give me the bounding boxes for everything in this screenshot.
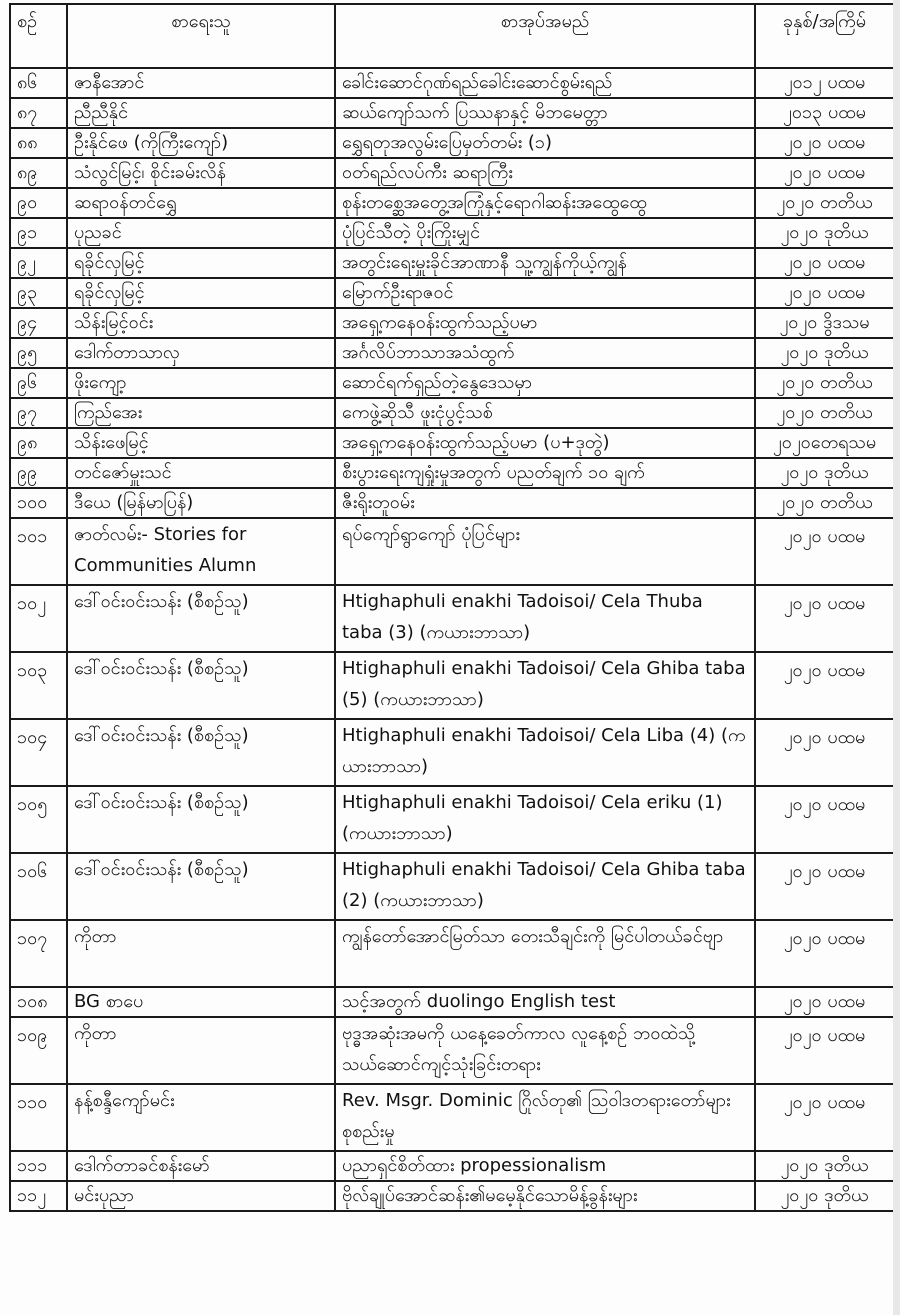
row-title: Htighaphuli enakhi Tadoisoi/ Cela eriku (1) (ကယားဘာသာ) [335,786,755,853]
row-author: ဒေါ်ဝင်းဝင်းသန်း (စီစဉ်သူ) [67,719,335,786]
row-author: ဒေါ်ဝင်းဝင်းသန်း (စီစဉ်သူ) [67,786,335,853]
row-author: နန့်စန္ဒီကျော်မင်း [67,1084,335,1151]
row-edition: ၂၀၂၀ ပထမ [755,719,894,786]
row-edition: ၂၀၂၀ ပထမ [755,652,894,719]
row-title: ကျွန်တော်အောင်မြတ်သာ တေးသီချင်းကို မြင်ပါတယ်ခင်ဗျာ [335,920,755,987]
row-author: BG စာပေ [67,987,335,1017]
row-number: ၁၀၅ [10,786,67,853]
row-number: ၁၀၀ [10,488,67,518]
row-number: ၉၈ [10,428,67,458]
row-title: ပညာရှင်စိတ်ထား propessionalism [335,1151,755,1181]
row-title: စီးပွားရေးကျရှုံးမှုအတွက် ပညတ်ချက် ၁၀ ချက် [335,458,755,488]
row-edition: ၂၀၂၀ တတိယ [755,368,894,398]
row-number: ၈၉ [10,158,67,188]
row-author: ဒေါ်ဝင်းဝင်းသန်း (စီစဉ်သူ) [67,853,335,920]
table-row [10,68,894,98]
row-author: ပုညခင် [67,218,335,248]
row-number: ၉၄ [10,308,67,338]
row-edition: ၂၀၂၀ ပထမ [755,585,894,652]
row-author: မင်းပုညာ [67,1181,335,1211]
table-row [10,158,894,188]
row-title: အတွင်းရေးမှူးခိုင်အာဏာနီ သူ့ကျွန်ကိုယ့်ကျွန် [335,248,755,278]
row-number: ၁၀၁ [10,518,67,585]
row-number: ၉၀ [10,188,67,218]
row-title: ဆောင်ရက်ရှည်တဲ့နွေဒေသမှာ [335,368,755,398]
row-title: Rev. Msgr. Dominic ဂြိုလ်တု၏ ဩဝါဒတရားတော်များ စုစည်းမှု [335,1084,755,1151]
table-row [10,1181,894,1211]
row-title: Htighaphuli enakhi Tadoisoi/ Cela Liba (4) (ကယားဘာသာ) [335,719,755,786]
row-number: ၈၆ [10,68,67,98]
row-author: သိန်းမြင့်ဝင်း [67,308,335,338]
row-author: ဇာတ်လမ်း- Stories for Communities Alumn [67,518,335,585]
table-row [10,585,894,652]
row-edition: ၂၀၂၀ ဒုတိယ [755,218,894,248]
row-title: အရှေ့ကနေဝန်းထွက်သည့်ပမာ [335,308,755,338]
row-title: ဇီးရိုးတူဝမ်း [335,488,755,518]
row-title: ဗိုလ်ချုပ်အောင်ဆန်း၏မမေ့နိုင်သောမိန့်ခွန်းများ [335,1181,755,1211]
row-author: ဦးနိုင်ဖေ (ကိုကြီးကျော်) [67,128,335,158]
table-row [10,987,894,1017]
row-number: ၁၀၇ [10,920,67,987]
row-edition: ၂၀၁၃ ပထမ [755,98,894,128]
row-author: ဖိုးကျော့ [67,368,335,398]
row-number: ၁၀၉ [10,1017,67,1084]
row-edition: ၂၀၂၀ ပထမ [755,987,894,1017]
row-author: သံလွင်မြင့်၊ စိုင်းခမ်းလိန် [67,158,335,188]
row-author: ကိုတာ [67,1017,335,1084]
table-row [10,458,894,488]
page-edge-shadow [893,0,900,1315]
row-number: ၁၁၂ [10,1181,67,1211]
table-row [10,338,894,368]
row-author: ဒီယေ (မြန်မာပြန်) [67,488,335,518]
table-row [10,398,894,428]
row-edition: ၂၀၂၀ ဒုတိယ [755,458,894,488]
row-edition: ၂၀၂၀တေရသမ [755,428,894,458]
row-edition: ၂၀၂၀ ပထမ [755,278,894,308]
row-number: ၉၁ [10,218,67,248]
row-number: ၁၁၀ [10,1084,67,1151]
row-number: ၈၈ [10,128,67,158]
table-row [10,853,894,920]
row-edition: ၂၀၂၀ ဒုတိယ [755,338,894,368]
row-number: ၁၀၈ [10,987,67,1017]
table-row [10,920,894,987]
table-row [10,278,894,308]
row-number: ၉၉ [10,458,67,488]
row-edition: ၂၀၁၂ ပထမ [755,68,894,98]
table-row [10,652,894,719]
row-title: အရှေ့ကနေဝန်းထွက်သည့်ပမာ (ပ+ဒုတွဲ) [335,428,755,458]
row-title: Htighaphuli enakhi Tadoisoi/ Cela Ghiba taba (5) (ကယားဘာသာ) [335,652,755,719]
row-number: ၁၀၃ [10,652,67,719]
row-number: ၁၀၆ [10,853,67,920]
row-title: ရပ်ကျော်ရွာကျော် ပုံပြင်များ [335,518,755,585]
row-edition: ၂၀၂၀ ပထမ [755,518,894,585]
row-author: ရခိုင်လှမြင့် [67,278,335,308]
book-list-table [9,3,895,1212]
header-title: စာအုပ်အမည် [335,4,755,68]
row-edition: ၂၀၂၀ ပထမ [755,1017,894,1084]
table-row [10,1084,894,1151]
row-edition: ၂၀၂၀ တတိယ [755,488,894,518]
row-title: ရွှေရတုအလွမ်းပြေမှတ်တမ်း (၁) [335,128,755,158]
row-title: ဝတ်ရည်လပ်ကီး ဆရာကြီး [335,158,755,188]
header-number: စဉ် [10,4,67,68]
row-number: ၉၇ [10,398,67,428]
row-author: ဇာနီအောင် [67,68,335,98]
row-edition: ၂၀၂၀ ပထမ [755,920,894,987]
table-row [10,1017,894,1084]
table-row [10,248,894,278]
table-row [10,786,894,853]
row-number: ၉၂ [10,248,67,278]
row-number: ၁၁၁ [10,1151,67,1181]
row-edition: ၂၀၂၀ ပထမ [755,128,894,158]
table-row [10,518,894,585]
row-edition: ၂၀၂၀ ပထမ [755,158,894,188]
row-author: ကိုတာ [67,920,335,987]
row-author: ရခိုင်လှမြင့် [67,248,335,278]
row-edition: ၂၀၂၀ ပထမ [755,853,894,920]
header-edition: ခုနှစ်/အကြိမ် [755,4,894,68]
row-author: ညီညီနိုင် [67,98,335,128]
row-number: ၉၃ [10,278,67,308]
table-row [10,1151,894,1181]
table-row [10,218,894,248]
row-title: Htighaphuli enakhi Tadoisoi/ Cela Thuba taba (3) (ကယားဘာသာ) [335,585,755,652]
row-title: မြောက်ဦးရာဇဝင် [335,278,755,308]
row-author: ကြည်အေး [67,398,335,428]
table-row [10,368,894,398]
row-author: ဒေါက်တာသာလှ [67,338,335,368]
row-title: ဗုဒ္ဓအဆုံးအမကို ယနေ့ခေတ်ကာလ လူနေ့စဉ် ဘဝထဲသို့ သယ်ဆောင်ကျင့်သုံးခြင်းတရား [335,1017,755,1084]
row-number: ၁၀၂ [10,585,67,652]
row-edition: ၂၀၂၀ တတိယ [755,188,894,218]
row-title: Htighaphuli enakhi Tadoisoi/ Cela Ghiba taba (2) (ကယားဘာသာ) [335,853,755,920]
header-author: စာရေးသူ [67,4,335,68]
row-title: ခေါင်းဆောင်ဂုဏ်ရည်ခေါင်းဆောင်စွမ်းရည် [335,68,755,98]
row-author: ဒေါ်ဝင်းဝင်းသန်း (စီစဉ်သူ) [67,652,335,719]
row-title: ပုံပြင်သီတဲ့ ပိုးကြိုးမျှင် [335,218,755,248]
row-title: အင်္ဂလိပ်ဘာသာအသံထွက် [335,338,755,368]
row-title: ကေဖွဲ့ဆိုသီ ဖူးငုံပွင့်သစ် [335,398,755,428]
row-author: သိန်းဖေမြင့် [67,428,335,458]
row-edition: ၂၀၂၀ တတိယ [755,398,894,428]
row-edition: ၂၀၂၀ ဒုတိယ [755,1181,894,1211]
row-title: သင့်အတွက် duolingo English test [335,987,755,1017]
row-edition: ၂၀၂၀ ဒုတိယ [755,1151,894,1181]
row-author: တင်ဇော်မှူးသင် [67,458,335,488]
row-author: ဒေါက်တာခင်စန်းမော် [67,1151,335,1181]
row-number: ၉၆ [10,368,67,398]
row-author: ဆရာဝန်တင်ရွှေ [67,188,335,218]
row-title: စုန်းတစ္ဆေအတွေ့အကြုံနှင့်ရောဂါဆန်းအထွေထွေ [335,188,755,218]
table-row [10,128,894,158]
table-row [10,188,894,218]
table-row [10,308,894,338]
row-number: ၈၇ [10,98,67,128]
row-edition: ၂၀၂၀ ပထမ [755,248,894,278]
table-row [10,488,894,518]
row-number: ၉၅ [10,338,67,368]
row-edition: ၂၀၂၀ ပထမ [755,786,894,853]
table-row [10,719,894,786]
row-title: ဆယ်ကျော်သက် ပြဿနာနှင့် မိဘမေတ္တာ [335,98,755,128]
row-edition: ၂၀၂၀ ဒွိဒသမ [755,308,894,338]
table-row [10,98,894,128]
table-row [10,428,894,458]
header-row [10,4,894,68]
row-number: ၁၀၄ [10,719,67,786]
row-edition: ၂၀၂၀ ပထမ [755,1084,894,1151]
row-author: ဒေါ်ဝင်းဝင်းသန်း (စီစဉ်သူ) [67,585,335,652]
